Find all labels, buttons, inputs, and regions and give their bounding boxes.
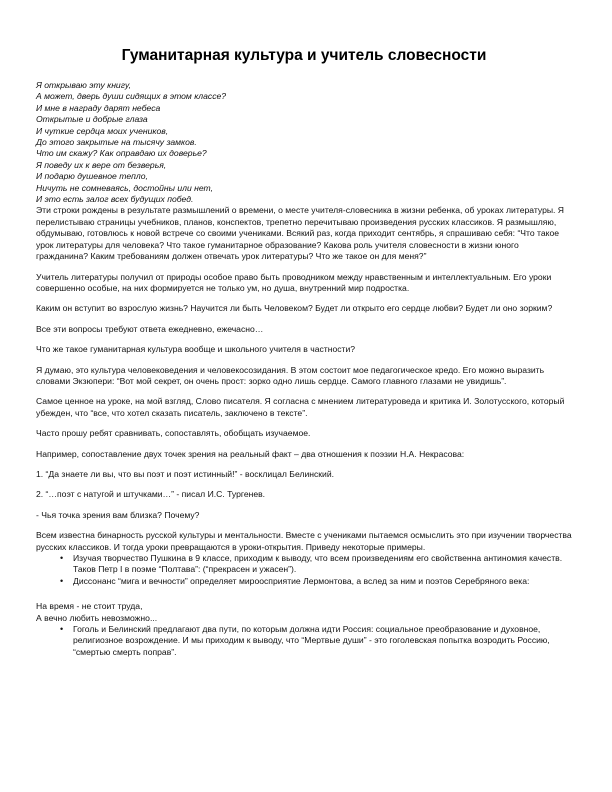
poem-line: Я открываю эту книгу, xyxy=(36,80,132,90)
quote-belinsky: 1. “Да знаете ли вы, что вы поэт и поэт истинный!” - восклицал Белинский. xyxy=(36,468,335,479)
paragraph: Каким он вступит во взрослую жизнь? Научится ли быть Человеком? Будет ли открыто его сердце любви? Будет ли оно зорким? xyxy=(36,303,553,314)
paragraph: Все эти вопросы требуют ответа ежедневно, ежечасно… xyxy=(36,323,264,334)
poem-line: И подарю душевное тепло, xyxy=(36,171,148,182)
paragraph: Часто прошу ребят сравнивать, сопоставлять, обобщать изучаемое. xyxy=(36,428,311,439)
paragraph: Я думаю, это культура человековедения и человекосозидания. В этом состоит мое педагогическое кредо. Его можно выразить словами Экзюпери: “Вот мой секрет, он очень прост: зорко одно лишь сердце. Самого главного глазами не увидишь”. xyxy=(36,364,545,386)
poem-line: До этого закрытые на тысячу замков. xyxy=(36,137,197,148)
list-item: • Изучая творчество Пушкина в 9 классе, приходим к выводу, что всем произведениям его свойственна антиномия качеств. Таков Петр I в поэме “Полтава”: (“прекрасен и ужасен”). xyxy=(73,553,572,576)
paragraph: Самое ценное на уроке, на мой взгляд, Слово писателя. Я согласна с мнением литературоведа и критика И. Золотусского, который убежден, что “все, что хотел сказать писатель, заключено в тексте”. xyxy=(36,396,565,418)
paragraph: Учитель литературы получил от природы особое право быть проводником между нравственным и интеллектуальным. Его уроки совершенно особые, на них формируется не только ум, но душа, внутренний мир подростка. xyxy=(36,271,552,293)
poem-line: А может, дверь души сидящих в этом классе? xyxy=(36,91,227,102)
verse-line: А вечно любить невозможно... xyxy=(36,612,158,623)
examples-list-continued xyxy=(36,624,572,658)
list-item: • Гоголь и Белинский предлагают два пути, по которым должна идти Россия: социальное преобразование и духовное, религиозное возрождение. И мы приходим к выводу, что “Мертвые души” - это гоголевская попытка возродить Россию, “смертью смерть поправ”. xyxy=(73,624,572,658)
document-title: Гуманитарная культура и учитель словесности xyxy=(121,47,487,64)
paragraph: Что же такое гуманитарная культура вообще и школьного учителя в частности? xyxy=(36,344,356,355)
paragraph: Например, сопоставление двух точек зрения на реальный факт – два отношения к поэзии Н.А. Некрасова: xyxy=(36,448,465,459)
paragraph: Эти строки рождены в результате размышлений о времени, о месте учителя-словесника в жизни ребенка, об уроках литературы. Я перелистываю страницы учебников, планов, конспектов, трепетно перечитываю произведения русских классиков. Я размышляю, обдумываю, готовлюсь к новой встрече со своими учениками. Всякий раз, когда приходит сентябрь, я спрашиваю себя: “Что такое урок литературы для человека? Что такое гуманитарное образование? Какова роль учителя словесности в жизни юного гражданина? Каким требованиям должен отвечать урок литературы? Что же такое он для меня?” xyxy=(36,205,565,262)
poem-line: Я поведу их к вере от безверья, xyxy=(36,159,167,170)
paragraph: Всем известна бинарность русской культуры и ментальности. Вместе с учениками пытаемся осмыслить это при изучении творчества русских классиков. И тогда уроки превращаются в уроки-открытия. Приведу некоторые примеры. xyxy=(36,530,572,552)
poem-line: И это есть залог всех будущих побед. xyxy=(36,194,194,205)
poem-line: Открытые и добрые глаза xyxy=(36,114,148,125)
quote-turgenev: 2. “…поэт с натугой и штучками…” - писал И.С. Тургенев. xyxy=(36,489,266,500)
examples-list xyxy=(36,553,572,587)
epigraph-poem xyxy=(36,80,572,205)
poem-line: И мне в награду дарят небеса xyxy=(36,102,161,113)
poem-line: Ничуть не сомневаясь, достойны или нет, xyxy=(36,182,213,193)
poem-line: И чуткие сердца моих учеников, xyxy=(36,125,169,136)
poem-line: Что им скажу? Как оправдаю их доверье? xyxy=(36,148,207,159)
list-item: • Диссонанс “мига и вечности” определяет мироосприятие Лермонтова, а вслед за ним и поэтов Серебряного века: xyxy=(73,576,572,587)
verse-quote xyxy=(36,601,572,624)
verse-line: На время - не стоит труда, xyxy=(36,601,143,612)
question: - Чья точка зрения вам близка? Почему? xyxy=(36,509,200,520)
